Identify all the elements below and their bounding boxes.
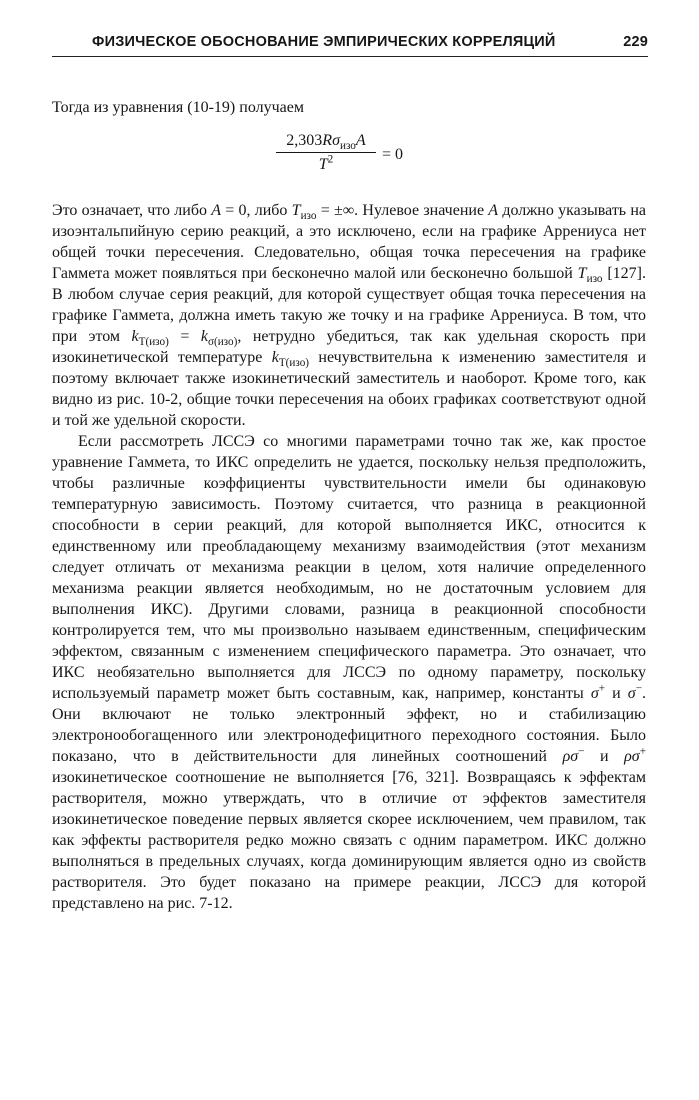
equation-denominator — [276, 153, 376, 174]
denominator-t: T — [318, 156, 328, 173]
equation-rhs: = 0 — [382, 146, 404, 163]
numerator-r: R — [322, 132, 333, 149]
equation-numerator — [276, 132, 376, 152]
numerator-coefficient: 2,303 — [286, 132, 323, 149]
numerator-sigma: σ — [332, 132, 340, 149]
paragraph-1: Это означает, что либо A = 0, либо $T_{изо}$ = ±∞. Нулевое значение A должно указывать на изоэнтальпийную серию реакций, а это исключено, если на графике Аррениуса нет общей точки пересечения. Следовательно, общая точка пересечения на графике Гаммета может появляться при бесконечно малой или бесконечно большой $T_{изо}$ [127]. В любом случае серия реакций, для которой существует общая точка пересечения на графике Гаммета, должна иметь такую же точку и на графике Аррениуса. В том, что при этом $k_{T(изо)} = k_{\sigma(изо)}$, нетрудно убедиться, так как удельная скорость при изокинетической температуре $k_{T(изо)}$ нечувствительна к изменению заместителя и поэтому включает также изокинетический заместитель и наоборот. Кроме того, как видно из рис. 10-2, общие точки пересечения на обоих графиках соответствуют одной и той же удельной скорости. — [52, 202, 647, 429]
intro-line: Тогда из уравнения (10-19) получаем — [52, 99, 304, 116]
numerator-a: A — [355, 132, 366, 149]
equation — [276, 132, 416, 192]
running-title: ФИЗИЧЕСКОЕ ОБОСНОВАНИЕ ЭМПИРИЧЕСКИХ КОРРЕЛЯЦИЙ — [92, 34, 556, 50]
numerator-subscript: изо — [339, 140, 356, 153]
equation-fraction — [276, 132, 376, 174]
page-number: 229 — [623, 34, 648, 50]
running-header — [52, 26, 648, 57]
paragraph-2: Если рассмотреть ЛССЭ со многими параметрами точно так же, как простое уравнение Гаммета, то ИКС определить не удается, поскольку нельзя предположить, чтобы различные коэффициенты чувствительности имели бы одинаковую температурную зависимость. Поэтому считается, что разница в реакционной способности в серии реакций, для которой выполняется ИКС, относится к единственному или преобладающему механизму взаимодействия (этот механизм следует отличать от механизма реакции в целом, хотя наличие определенного механизма реакции является необходимым, но не достаточным условием для выполнения ИКС). Другими словами, разница в реакционной способности контролируется тем, что мы произвольно называем единственным, специфическим эффектом, связанным с изменением специфического параметра. Это означает, что ИКС необязательно выполняется для ЛССЭ по одному параметру, поскольку используемый параметр может быть составным, как, например, константы σ+ и σ−. Они включают не только электронный эффект, но и стабилизацию электронообогащенного или электронодефицитного переходного состояния. Было показано, что в действительности для линейных соотношений ρσ− и ρσ+ изокинетическое соотношение не выполняется [76, 321]. Возвращаясь к эффектам растворителя, можно утверждать, что в отличие от эффектов заместителя изокинетическое поведение первых является скорее исключением, чем правилом, так как эффекты растворителя редко можно связать с одним параметром. ИКС должно выполняться в предельных случаях, когда доминирующим является одно из свойств растворителя. Это будет показано на примере реакции, ЛССЭ для которой представлено на рис. 7-12. — [52, 433, 647, 912]
denominator-exponent: 2 — [327, 153, 334, 166]
body-text — [52, 200, 646, 914]
